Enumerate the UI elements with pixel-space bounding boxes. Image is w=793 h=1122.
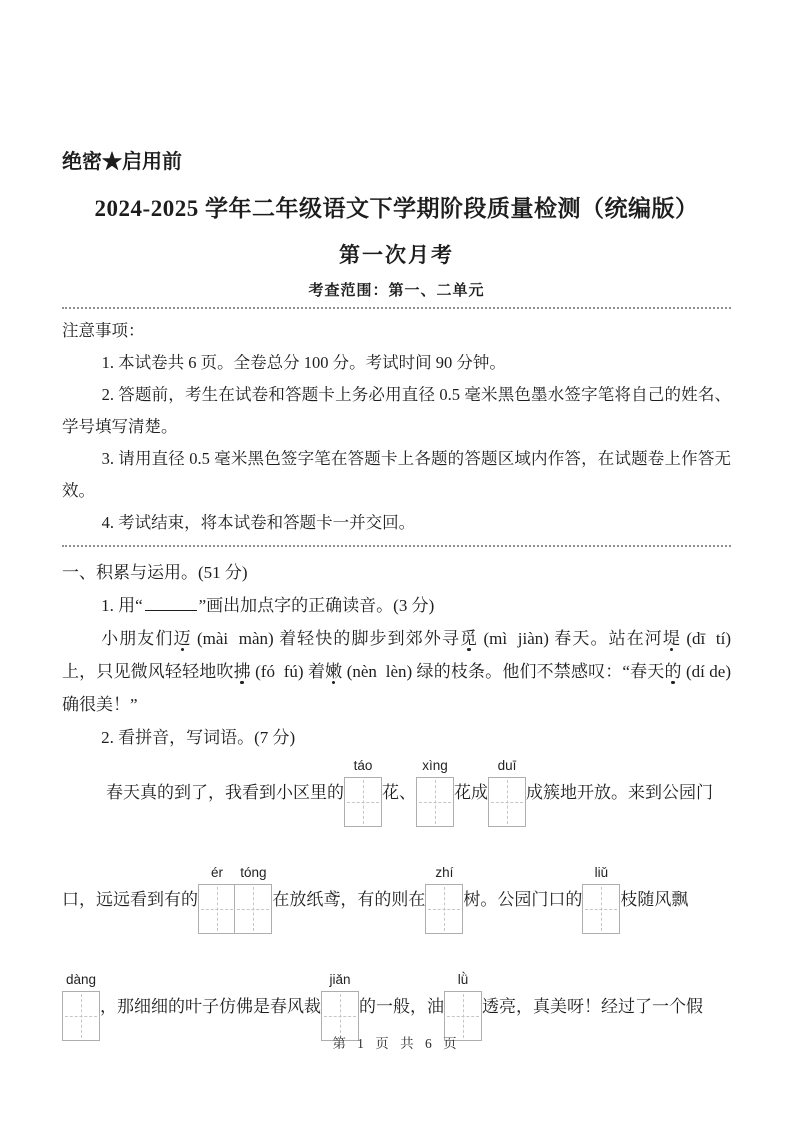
pinyin-label: dàng	[65, 972, 97, 987]
passage-text: (mì jiàn) 春天。站在河	[478, 629, 663, 648]
dotted-character: 拂	[233, 662, 251, 681]
pinyin-label: táo	[353, 758, 373, 773]
pinyin-label: duī	[497, 758, 517, 773]
q2-row-text: 树。公园门口的	[463, 890, 583, 909]
character-writing-box[interactable]	[344, 777, 382, 827]
dotted-character: 堤	[662, 629, 681, 648]
q1-stem-prefix: 1. 用“	[101, 596, 143, 615]
character-writing-box[interactable]	[234, 884, 272, 934]
pinyin-label: liǔ	[594, 865, 609, 880]
pinyin-label: jiǎn	[329, 972, 351, 987]
answer-box-unit	[234, 863, 272, 934]
q2-row	[62, 970, 731, 1041]
q2-row-text: 花、	[382, 783, 416, 802]
pinyin-label: zhí	[435, 865, 454, 880]
q1-stem	[62, 589, 731, 622]
q2-row-text: ，那细细的叶子仿佛是春风裁	[100, 997, 321, 1016]
answer-box-group	[416, 756, 454, 827]
exam-subtitle: 第一次月考	[339, 243, 454, 267]
notice-item-2: 2. 答题前，考生在试卷和答题卡上务必用直径 0.5 毫米黑色墨水签字笔将自己的姓名、学号填写清楚。	[62, 385, 731, 436]
notice-heading: 注意事项：	[62, 321, 145, 340]
answer-box-group	[582, 863, 620, 934]
page-number: 第 1 页 共 6 页	[332, 1036, 461, 1051]
answer-box-group	[321, 970, 359, 1041]
q2-stem: 2. 看拼音，写词语。(7 分)	[101, 728, 296, 747]
classification-label: 绝密★启用前	[62, 151, 182, 173]
dotted-character: 嫩	[325, 662, 343, 681]
pinyin-label: tóng	[240, 865, 267, 880]
character-writing-box[interactable]	[425, 884, 463, 934]
q2-row	[62, 756, 731, 827]
q1-passage	[62, 622, 736, 721]
divider-bottom	[62, 545, 731, 547]
character-writing-box[interactable]	[488, 777, 526, 827]
answer-box-unit	[488, 756, 526, 827]
passage-text: (dī tí) 上，只见微风轻轻地吹	[62, 629, 736, 681]
q2-pinyin-rows	[62, 756, 731, 1041]
passage-text: (nèn lèn) 绿的枝条。他们不禁感叹：“春天	[342, 662, 665, 681]
character-writing-box[interactable]	[416, 777, 454, 827]
answer-box-group	[425, 863, 463, 934]
q2-row-text: 春天真的到了，我看到小区里的	[106, 783, 344, 802]
exam-scope: 考查范围：第一、二单元	[308, 283, 485, 299]
notice-item-4: 4. 考试结束，将本试卷和答题卡一并交回。	[101, 513, 416, 532]
character-writing-box[interactable]	[582, 884, 620, 934]
answer-box-unit	[416, 756, 454, 827]
dotted-character: 的	[664, 662, 682, 681]
answer-box-unit	[321, 970, 359, 1041]
dotted-character: 觅	[460, 629, 479, 648]
q2-row-text: 成簇地开放。来到公园门	[526, 783, 713, 802]
q2-row-text: 在放纸鸢，有的则在	[272, 890, 426, 909]
answer-box-group	[488, 756, 526, 827]
answer-box-unit	[344, 756, 382, 827]
answer-box-unit	[62, 970, 100, 1041]
page-title: 2024-2025 学年二年级语文下学期阶段质量检测（统编版）	[94, 196, 699, 221]
answer-box-group	[62, 970, 100, 1041]
passage-text: (mài màn) 着轻快的脚步到郊外寻	[191, 629, 461, 648]
passage-text: (dí de) 确很美！”	[62, 662, 736, 714]
section1-heading: 一、积累与运用。(51 分)	[62, 563, 248, 582]
divider-top	[62, 307, 731, 309]
answer-box-group	[344, 756, 382, 827]
q1-stem-suffix: ”画出加点字的正确读音。(3 分)	[198, 596, 435, 615]
notice-section	[62, 315, 731, 539]
q2-row-text: 枝随风飘	[620, 890, 689, 909]
pinyin-label: xìng	[422, 758, 448, 773]
answer-box-unit	[582, 863, 620, 934]
q2-row-text: 的一般，油	[359, 997, 444, 1016]
passage-text: 小朋友们	[101, 629, 174, 648]
answer-box-unit	[425, 863, 463, 934]
q2-row-text: 透亮，真美呀！经过了一个假	[482, 997, 703, 1016]
notice-item-1: 1. 本试卷共 6 页。全卷总分 100 分。考试时间 90 分钟。	[101, 353, 506, 372]
answer-box-group	[444, 970, 482, 1041]
answer-box-unit	[198, 863, 236, 934]
answer-box-unit	[444, 970, 482, 1041]
passage-text: (fó fú) 着	[250, 662, 326, 681]
pinyin-label: ér	[210, 865, 223, 880]
q2-row-text: 花成	[454, 783, 488, 802]
character-writing-box[interactable]	[198, 884, 236, 934]
answer-box-group	[198, 863, 272, 934]
answer-blank-underline[interactable]	[145, 593, 197, 611]
q2-row-text: 口，远远看到有的	[62, 890, 198, 909]
q2-row	[62, 863, 731, 934]
pinyin-label: lǜ	[457, 972, 469, 987]
notice-item-3: 3. 请用直径 0.5 毫米黑色签字笔在答题卡上各题的答题区域内作答，在试题卷上作答无效。	[62, 449, 731, 500]
dotted-character: 迈	[173, 629, 192, 648]
